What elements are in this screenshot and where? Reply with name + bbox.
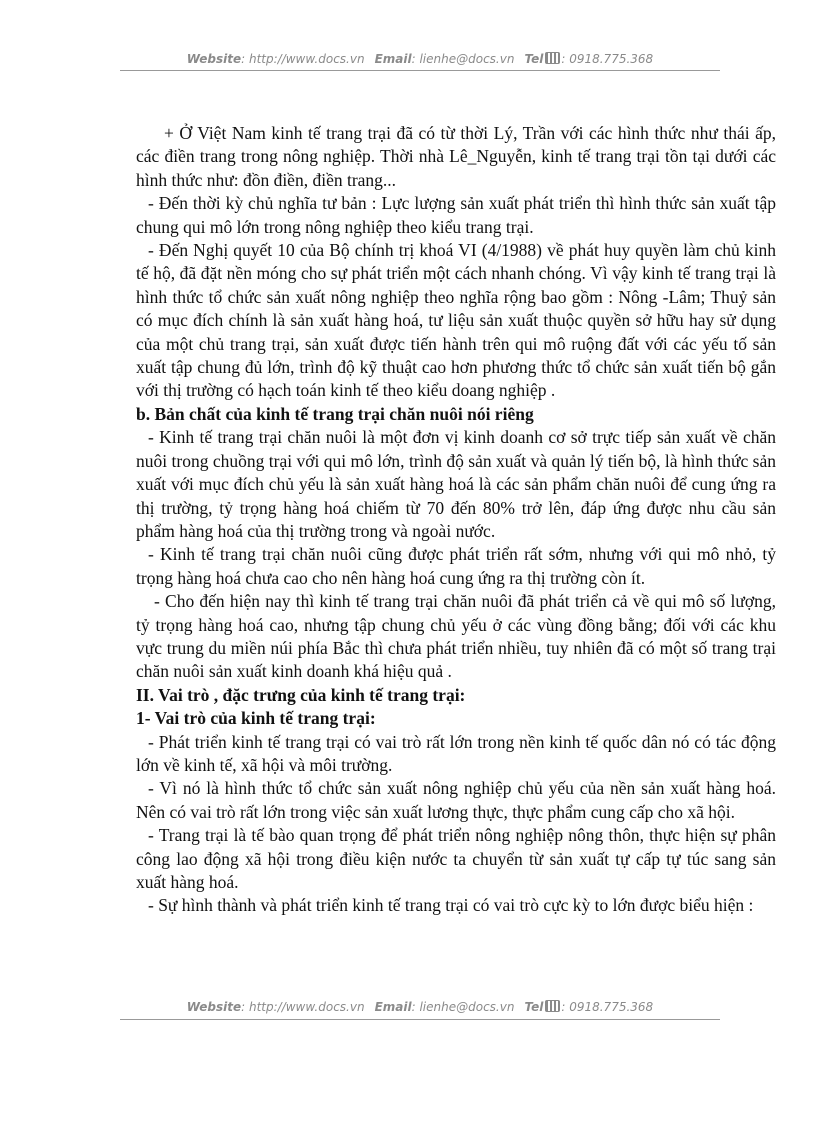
paragraph-1: + Ở Việt Nam kinh tế trang trại đã có từ thời Lý, Trần với các hình thức như thái ấp, các điền trang trong nông nghiệp. Thời nhà Lê_Nguyễn, kinh tế trang trại tồn tại dưới các hình thức như: đồn điền, điền trang... bbox=[136, 123, 776, 190]
phone-icon bbox=[545, 1000, 560, 1012]
heading-ii: II. Vai trò , đặc trưng của kinh tế trang trại: bbox=[136, 684, 466, 705]
heading-b: b. Bản chất của kinh tế trang trại chăn nuôi nói riêng bbox=[136, 403, 534, 424]
paragraph-6: - Cho đến hiện nay thì kinh tế trang trại chăn nuôi đã phát triển cả về qui mô số lượng, tỷ trọng hàng hoá cao, nhưng tập chung chủ yếu ở các vùng đồng bằng; đối với các khu vực trung du miền núi phía Bắc thì chưa phát triển nhiều, tuy nhiên đã có một số trang trại chăn nuôi sản xuất kinh doanh khá hiệu quả . bbox=[136, 591, 776, 682]
footer-tel-value: : 0918.775.368 bbox=[561, 1000, 654, 1014]
paragraph-8: - Vì nó là hình thức tổ chức sản xuất nông nghiệp chủ yếu của nền sản xuất hàng hoá. Nên có vai trò rất lớn trong việc sản xuất lương thực, thực phẩm cung cấp cho xã hội. bbox=[136, 778, 776, 822]
footer-email-value[interactable]: : lienhe@docs.vn bbox=[411, 1000, 515, 1014]
paragraph-4: - Kinh tế trang trại chăn nuôi là một đơn vị kinh doanh cơ sở trực tiếp sản xuất về chăn nuôi trong chuồng trại với qui mô lớn, trình độ sản xuất và quản lý tiến bộ, là hình thức sản xuất với mục đích chủ yếu là sản xuất hàng hoá là các sản phẩm chăn nuôi để cung ứng ra thị trường, tỷ trọng hàng hoá chiếm từ 70 đến 80% trở lên, đáp ứng được nhu cầu sản phẩm hàng hoá của thị trường trong và ngoài nước. bbox=[136, 427, 776, 541]
header-email-value[interactable]: : lienhe@docs.vn bbox=[411, 52, 515, 66]
page-footer bbox=[120, 998, 720, 1016]
paragraph-5: - Kinh tế trang trại chăn nuôi cũng được phát triển rất sớm, nhưng với qui mô nhỏ, tỷ trọng hàng hoá chưa cao cho nên hàng hoá cung ứng ra thị trường còn ít. bbox=[136, 544, 776, 588]
page-header bbox=[120, 50, 720, 68]
footer-tel-label: Tel bbox=[524, 1000, 544, 1014]
paragraph-10: - Sự hình thành và phát triển kinh tế trang trại có vai trò cực kỳ to lớn được biểu hiện : bbox=[148, 895, 754, 916]
paragraph-2: - Đến thời kỳ chủ nghĩa tư bản : Lực lượng sản xuất phát triển thì hình thức sản xuất tập chung qui mô lớn trong nông nghiệp theo kiểu trang trại. bbox=[136, 193, 776, 237]
header-tel-label: Tel bbox=[524, 52, 544, 66]
footer-divider bbox=[120, 1019, 720, 1020]
header-tel-value: : 0918.775.368 bbox=[561, 52, 654, 66]
heading-1: 1- Vai trò của kinh tế trang trại: bbox=[136, 708, 376, 729]
phone-icon bbox=[545, 52, 560, 64]
paragraph-9: - Trang trại là tế bào quan trọng để phát triển nông nghiệp nông thôn, thực hiện sự phân công lao động xã hội trong điều kiện nước ta chuyển từ sản xuất tự cấp tự túc sang sản xuất hàng hoá. bbox=[136, 825, 776, 892]
header-email-label: Email bbox=[374, 52, 412, 66]
header-website-label: Website bbox=[186, 52, 242, 66]
footer-email-label: Email bbox=[374, 1000, 412, 1014]
footer-website-label: Website bbox=[186, 1000, 242, 1014]
paragraph-7: - Phát triển kinh tế trang trại có vai trò rất lớn trong nền kinh tế quốc dân nó có tác động lớn về kinh tế, xã hội và môi trường. bbox=[136, 731, 776, 775]
header-website-value[interactable]: : http://www.docs.vn bbox=[241, 52, 365, 66]
paragraph-3: - Đến Nghị quyết 10 của Bộ chính trị khoá VI (4/1988) về phát huy quyền làm chủ kinh tế hộ, đã đặt nền móng cho sự phát triển một cách nhanh chóng. Vì vậy kinh tế trang trại là hình thức tổ chức sản xuất nông nghiệp theo nghĩa rộng bao gồm : Nông -Lâm; Thuỷ sản có mục đích chính là sản xuất hàng hoá, tư liệu sản xuất thuộc quyền sở hữu hay sử dụng của một chủ trang trại, sản xuất được tiến hành trên qui mô ruộng đất với các yếu tố sản xuất tập chung đủ lớn, trình độ kỹ thuật cao hơn phương thức tổ chức sản xuất tiến bộ gắn với thị trường có hạch toán kinh tế theo kiểu doang nghiệp . bbox=[136, 240, 776, 401]
document-body bbox=[136, 122, 776, 918]
footer-website-value[interactable]: : http://www.docs.vn bbox=[241, 1000, 365, 1014]
header-divider bbox=[120, 70, 720, 71]
